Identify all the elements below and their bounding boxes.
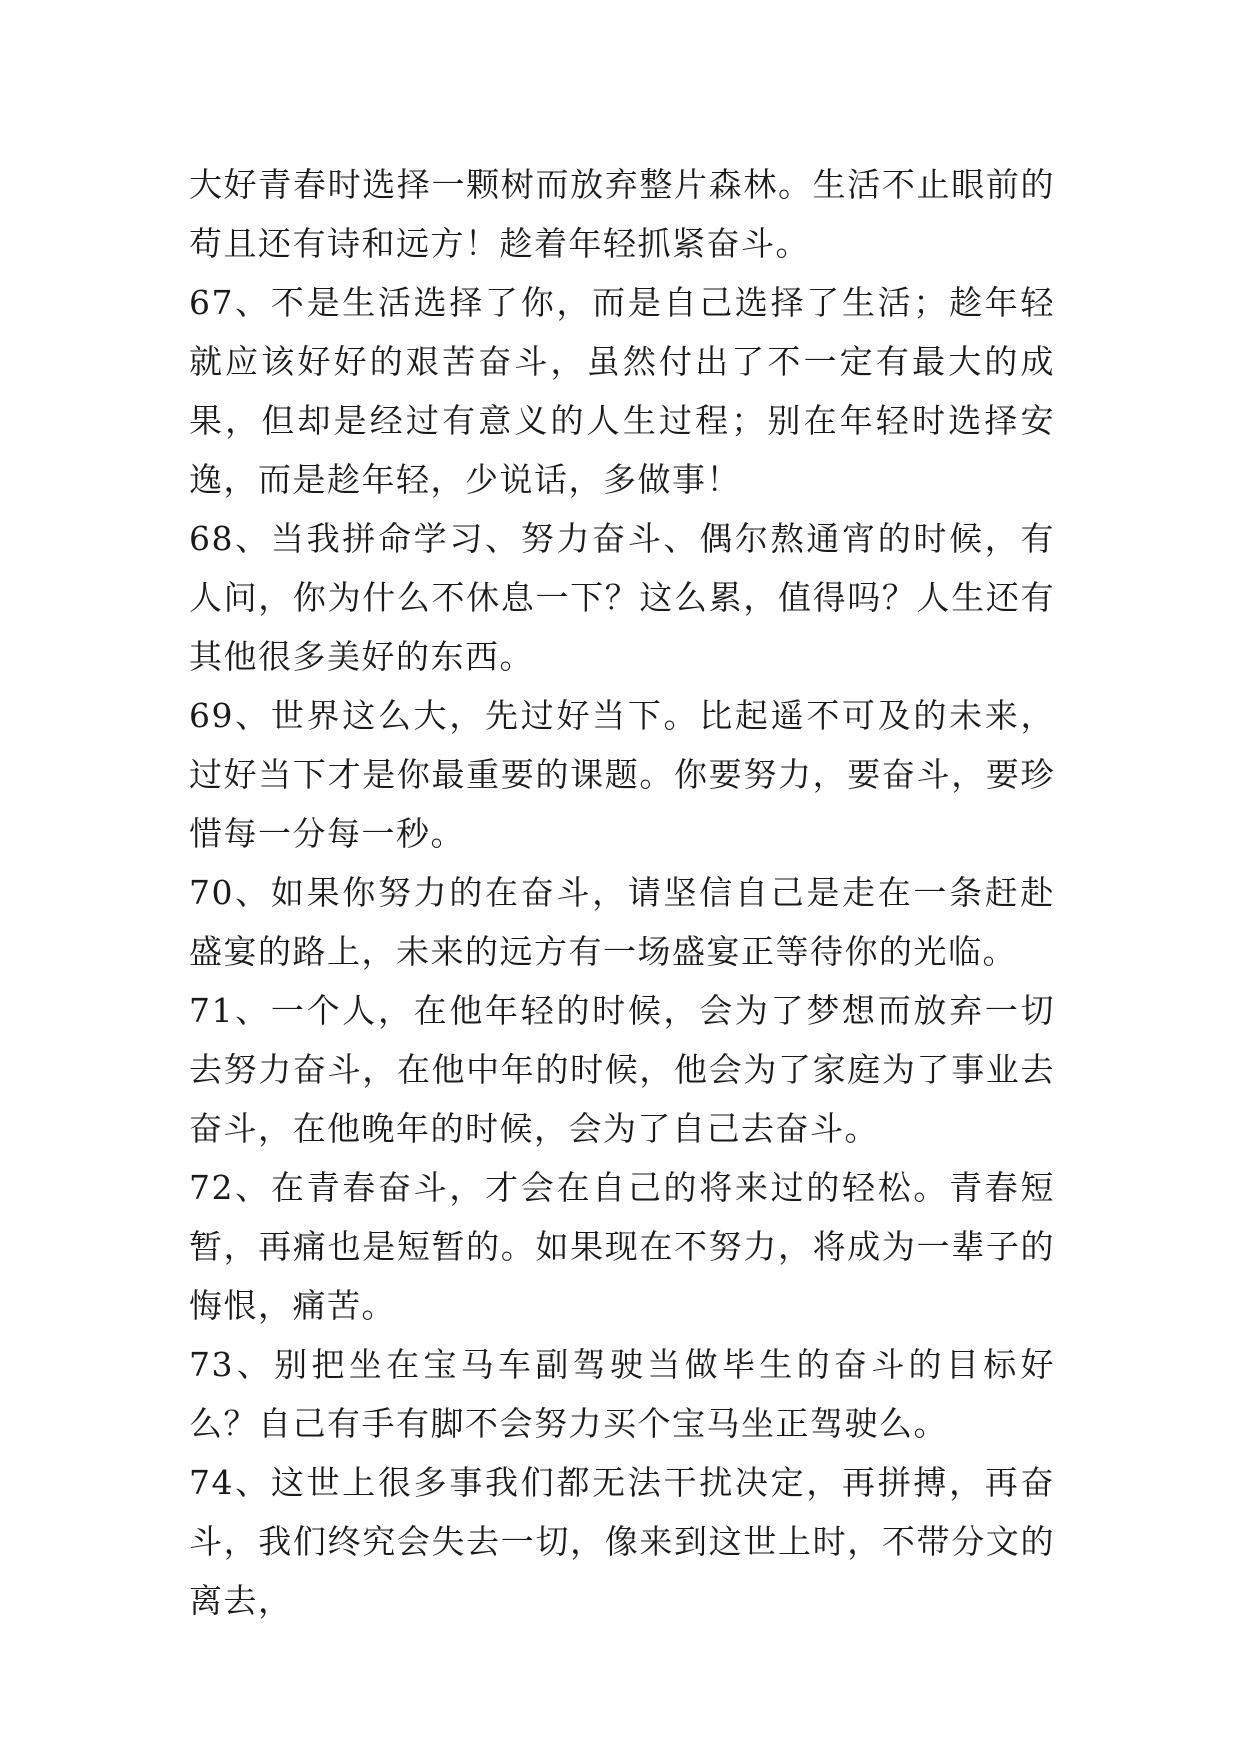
- document-body: [189, 155, 1055, 1630]
- paragraph-continuation: 大好青春时选择一颗树而放弃整片森林。生活不止眼前的苟且还有诗和远方！趁着年轻抓紧奋斗。: [189, 165, 1055, 263]
- list-item-70: 70、如果你努力的在奋斗，请坚信自己是走在一条赶赴盛宴的路上，未来的远方有一场盛宴正等待你的光临。: [189, 873, 1055, 971]
- list-item-68: 68、当我拼命学习、努力奋斗、偶尔熬通宵的时候，有人问，你为什么不休息一下？这么累，值得吗？人生还有其他很多美好的东西。: [189, 519, 1055, 676]
- list-item-67: 67、不是生活选择了你，而是自己选择了生活；趁年轻就应该好好的艰苦奋斗，虽然付出了不一定有最大的成果，但却是经过有意义的人生过程；别在年轻时选择安逸，而是趁年轻，少说话，多做事！: [189, 283, 1055, 499]
- list-item-74: 74、这世上很多事我们都无法干扰决定，再拼搏，再奋斗，我们终究会失去一切，像来到这世上时，不带分文的离去，: [189, 1463, 1055, 1620]
- list-item-72: 72、在青春奋斗，才会在自己的将来过的轻松。青春短暂，再痛也是短暂的。如果现在不努力，将成为一辈子的悔恨，痛苦。: [189, 1168, 1055, 1325]
- list-item-69: 69、世界这么大，先过好当下。比起遥不可及的未来，过好当下才是你最重要的课题。你要努力，要奋斗，要珍惜每一分每一秒。: [189, 696, 1055, 853]
- list-item-71: 71、一个人，在他年轻的时候，会为了梦想而放弃一切去努力奋斗，在他中年的时候，他会为了家庭为了事业去奋斗，在他晚年的时候，会为了自己去奋斗。: [189, 991, 1055, 1148]
- list-item-73: 73、别把坐在宝马车副驾驶当做毕生的奋斗的目标好么？自己有手有脚不会努力买个宝马坐正驾驶么。: [189, 1345, 1055, 1443]
